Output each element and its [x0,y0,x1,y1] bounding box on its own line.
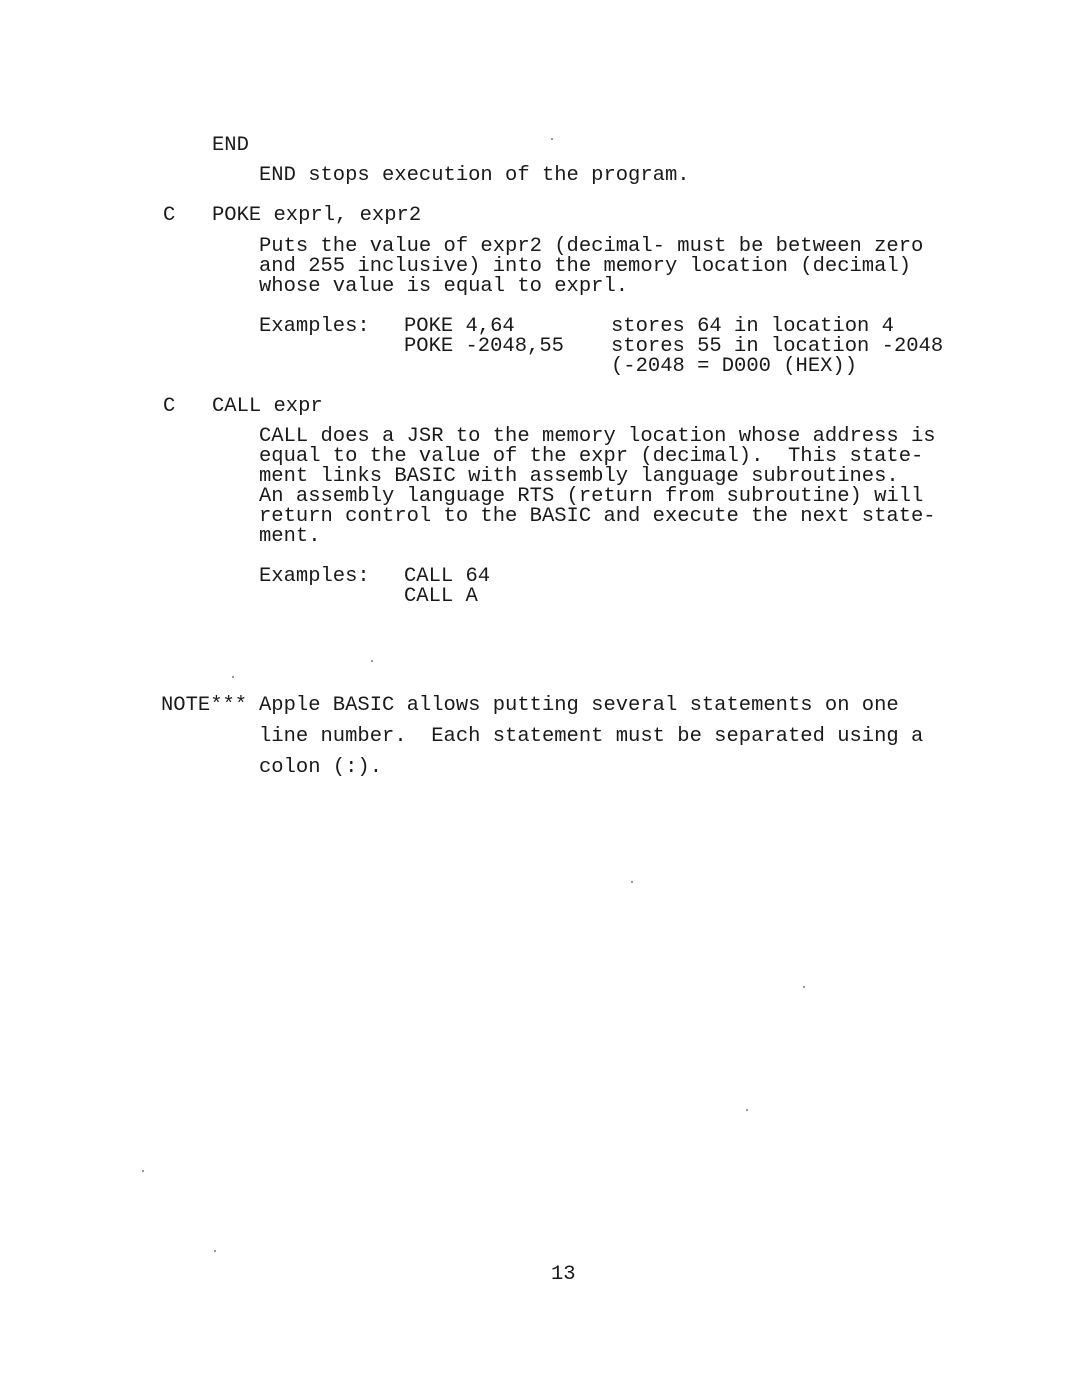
poke-example-comment: stores 55 in location -2048 [611,335,944,358]
call-description-line: ment links BASIC with assembly language subroutines. [259,465,899,488]
scan-speck [142,1170,144,1172]
scan-speck [371,660,373,662]
call-examples-label: Examples: [259,565,370,588]
poke-marker: C [163,204,176,227]
call-description-line: An assembly language RTS (return from subroutine) will [259,485,924,508]
call-description-line: return control to the BASIC and execute the next state- [259,505,936,528]
poke-example-comment: stores 64 in location 4 [611,315,894,338]
poke-examples-label: Examples: [259,315,370,338]
page-number: 13 [551,1263,576,1286]
poke-example-note: (-2048 = D000 (HEX)) [611,355,858,378]
note-label: NOTE*** [161,694,248,717]
poke-description-line: and 255 inclusive) into the memory location (decimal) [259,255,912,278]
scan-speck [746,1109,748,1111]
poke-heading: POKE exprl, expr2 [212,204,422,227]
call-marker: C [163,395,176,418]
poke-example-code: POKE -2048,55 [404,335,564,358]
poke-example-code: POKE 4,64 [404,315,515,338]
note-line: colon (:). [259,756,383,779]
end-heading: END [212,134,249,157]
poke-description-line: Puts the value of expr2 (decimal- must be between zero [259,235,924,258]
call-example-code: CALL 64 [404,565,491,588]
note-line: line number. Each statement must be separated using a [259,725,924,748]
end-description: END stops execution of the program. [259,164,690,187]
poke-description-line: whose value is equal to exprl. [259,275,629,298]
scan-speck [232,676,234,678]
call-example-code: CALL A [404,585,478,608]
call-heading: CALL expr [212,395,323,418]
scan-speck [551,138,553,140]
scan-speck [631,881,633,883]
call-description-line: CALL does a JSR to the memory location whose address is [259,425,936,448]
call-description-line: ment. [259,525,321,548]
note-line: Apple BASIC allows putting several statements on one [259,694,899,717]
scan-speck [803,986,805,988]
scan-speck [214,1250,216,1252]
call-description-line: equal to the value of the expr (decimal). This state- [259,445,924,468]
